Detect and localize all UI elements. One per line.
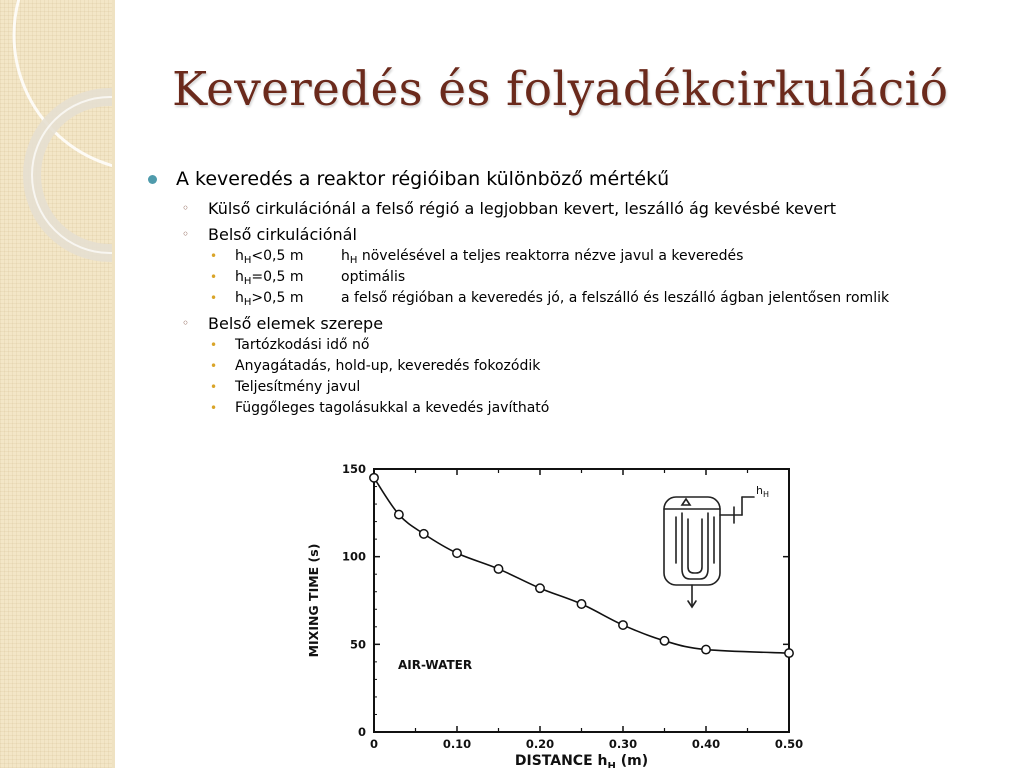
reactor-inset-diagram xyxy=(664,484,769,607)
data-point xyxy=(453,549,461,557)
data-point xyxy=(660,637,668,645)
data-point xyxy=(619,621,627,629)
y-tick-label: 0 xyxy=(357,725,366,739)
data-point xyxy=(494,565,502,573)
condition-description: optimális xyxy=(341,269,406,285)
bullet-internal-elements xyxy=(148,313,1008,334)
data-point xyxy=(785,649,793,657)
data-point xyxy=(370,474,378,482)
ring-bullet-icon: ◦ xyxy=(182,227,190,241)
condition-label: $h_H<0,5$ m xyxy=(235,248,304,266)
side-panel-edge xyxy=(112,0,115,768)
y-tick-label: 100 xyxy=(341,549,366,564)
draft-tube-outer xyxy=(682,513,708,579)
x-tick-label: 0.20 xyxy=(525,737,555,751)
bullet-element-row: • Függőleges tagolásukkal a kevedés javítható xyxy=(210,400,550,416)
diamond-bullet-icon: • xyxy=(210,359,218,373)
y-axis-label: MIXING TIME (s) xyxy=(306,543,321,658)
x-tick-label: 0.40 xyxy=(691,737,721,751)
condition-description: $h_H$ növelésével a teljes reaktorra nézve javul a keveredés xyxy=(341,248,744,266)
bullet-elements-text: Belső elemek szerepe xyxy=(208,314,384,333)
draft-tube-inner xyxy=(688,519,702,573)
bullet-level1 xyxy=(148,165,1008,193)
ring-bullet-icon: ◦ xyxy=(182,316,190,330)
reactor-vessel xyxy=(664,497,720,585)
slide-title: Keveredés és folyadékcirkuláció xyxy=(172,62,949,117)
data-point xyxy=(702,645,710,653)
diamond-bullet-icon: • xyxy=(210,338,218,352)
bullet-element-row: • Anyagátadás, hold-up, keveredés fokozódik xyxy=(210,358,541,374)
x-axis-label: DISTANCE $h_H$ (m) xyxy=(514,753,649,768)
diamond-bullet-icon: • xyxy=(210,270,218,284)
level-marker-icon xyxy=(682,499,690,505)
diamond-bullet-icon: • xyxy=(210,249,218,263)
bullet-internal-row xyxy=(148,268,1008,287)
bullet-element-row: • Teljesítmény javul xyxy=(210,379,361,395)
data-point xyxy=(395,510,403,518)
data-point xyxy=(420,530,428,538)
condition-description: a felső régióban a keveredés jó, a felszálló és leszálló ágban jelentősen romlik xyxy=(341,290,890,306)
bullet-internal-row xyxy=(148,289,1008,308)
mixing-time-chart xyxy=(296,447,816,768)
x-tick-label: 0.50 xyxy=(774,737,804,751)
data-point xyxy=(536,584,544,592)
diamond-bullet-icon: • xyxy=(210,380,218,394)
bullet-element-row: • Tartózkodási idő nő xyxy=(210,337,370,353)
bullet-external-text: Külső cirkulációnál a felső régió a legjobban kevert, leszálló ág kevésbé kevert xyxy=(208,199,836,218)
diamond-bullet-icon: • xyxy=(210,401,218,415)
data-point xyxy=(577,600,585,608)
condition-label: $h_H>0,5$ m xyxy=(235,290,304,308)
series-line xyxy=(374,478,789,653)
condition-label: $h_H=0,5$ m xyxy=(235,269,304,287)
chart-svg xyxy=(296,447,816,768)
x-tick-label: 0.10 xyxy=(442,737,472,751)
ring-bullet-icon: ◦ xyxy=(182,201,190,215)
y-tick-label: 50 xyxy=(349,637,366,652)
decorative-side-panel xyxy=(0,0,112,768)
bullet-internal-text: Belső cirkulációnál xyxy=(208,225,357,244)
bullet-level1-text: A keveredés a reaktor régióiban különböző mértékű xyxy=(176,168,670,190)
bullet-internal-circulation xyxy=(148,224,1008,245)
bullet-external-circulation xyxy=(148,198,1008,219)
bullet-internal-row xyxy=(148,247,1008,266)
inset-hh-label: $h_H$ xyxy=(756,484,769,499)
x-tick-label: 0.30 xyxy=(608,737,638,751)
slide-content xyxy=(148,165,1008,418)
y-tick-label: 150 xyxy=(341,462,366,476)
annotation-air-water: AIR-WATER xyxy=(398,658,473,672)
diamond-bullet-icon: • xyxy=(210,291,218,305)
decorative-rings xyxy=(0,0,112,768)
x-tick-label: 0 xyxy=(369,737,379,751)
